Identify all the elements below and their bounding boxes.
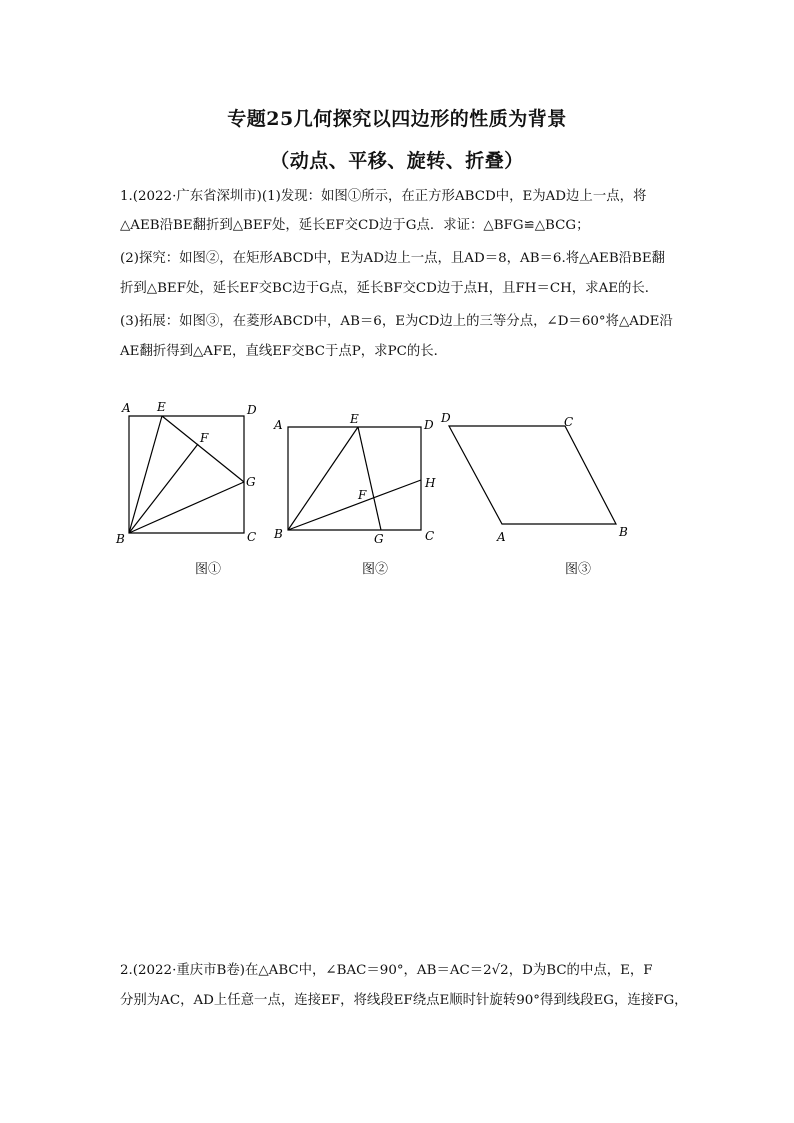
label-f: F bbox=[200, 431, 209, 445]
label-d: D bbox=[424, 418, 434, 432]
figure-2-caption: 图② bbox=[361, 562, 388, 577]
label-g: G bbox=[246, 475, 256, 489]
figure-3-rhombus bbox=[435, 405, 635, 545]
segment-be bbox=[129, 416, 162, 533]
problem1-line-5: (3)拓展：如图③，在菱形ABCD中，AB＝6，E为CD边上的三等分点，∠D＝60°将△ADE沿 bbox=[120, 314, 673, 329]
problem1-line-2: △AEB沿BE翻折到△BEF处，延长EF交CD边于G点．求证：△BFG≌△BCG； bbox=[120, 218, 590, 233]
problem1-line-1: 1.(2022·广东省深圳市)(1)发现：如图①所示，在正方形ABCD中，E为AD边上一点，将 bbox=[120, 189, 647, 204]
problem2-line-1: 2.(2022·重庆市B卷)在△ABC中，∠BAC＝90°，AB＝AC＝2√2，D为BC的中点，E，F bbox=[120, 963, 653, 978]
label-e: E bbox=[350, 412, 359, 426]
figure-1-caption: 图① bbox=[194, 562, 221, 577]
label-d: D bbox=[247, 403, 257, 417]
label-a: A bbox=[122, 401, 131, 415]
page-subtitle: （动点、平移、旋转、折叠） bbox=[270, 150, 524, 172]
rhombus-abcd bbox=[449, 426, 616, 524]
figure-3-caption: 图③ bbox=[564, 562, 591, 577]
label-f: F bbox=[358, 488, 367, 502]
problem2-line-2: 分别为AC，AD上任意一点，连接EF，将线段EF绕点E顺时针旋转90°得到线段EG，连接FG， bbox=[120, 993, 688, 1008]
problem1-line-6: AE翻折得到△AFE，直线EF交BC于点P，求PC的长． bbox=[120, 344, 448, 359]
rectangle-abcd bbox=[288, 427, 421, 530]
segment-eg bbox=[358, 427, 381, 530]
label-c: C bbox=[425, 529, 435, 543]
segment-bf bbox=[129, 444, 198, 533]
figure-1-square bbox=[110, 398, 270, 548]
label-c: C bbox=[564, 415, 574, 429]
segment-bh bbox=[288, 480, 421, 530]
label-a: A bbox=[274, 418, 283, 432]
segment-eg bbox=[162, 416, 244, 482]
label-g: G bbox=[374, 532, 384, 546]
label-e: E bbox=[157, 400, 166, 414]
label-b: B bbox=[274, 527, 283, 541]
label-c: C bbox=[247, 530, 257, 544]
label-b: B bbox=[619, 525, 628, 539]
label-b: B bbox=[116, 532, 125, 546]
segment-be bbox=[288, 427, 358, 530]
label-d: D bbox=[441, 411, 451, 425]
label-h: H bbox=[425, 476, 436, 490]
problem1-line-3: (2)探究：如图②，在矩形ABCD中，E为AD边上一点，且AD＝8，AB＝6.将△AEB沿BE翻 bbox=[120, 251, 666, 266]
figure-2-rectangle bbox=[270, 410, 445, 550]
problem1-line-4: 折到△BEF处，延长EF交BC边于G点，延长BF交CD边于点H，且FH＝CH，求AE的长． bbox=[120, 281, 659, 296]
square-abcd bbox=[129, 416, 244, 533]
label-a: A bbox=[497, 530, 506, 544]
page-title: 专题25几何探究以四边形的性质为背景 bbox=[227, 108, 567, 130]
segment-bg bbox=[129, 482, 244, 533]
